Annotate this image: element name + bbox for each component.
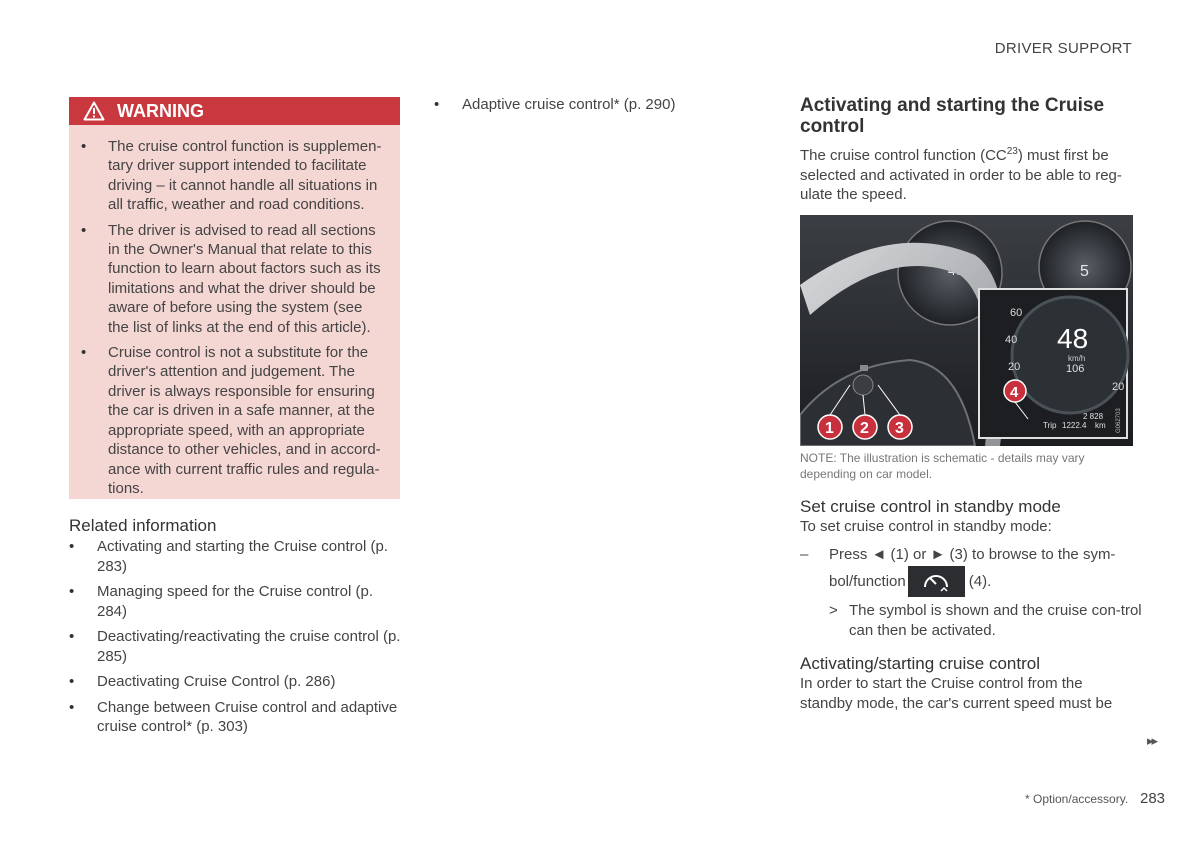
warning-box [69, 97, 400, 499]
gear-indicator: 5 [1080, 263, 1089, 280]
continue-arrow-icon[interactable]: ▸▸ [1147, 733, 1157, 748]
step-dash: – [800, 546, 809, 563]
illustration-svg [800, 215, 1133, 446]
svg-text:4: 4 [1010, 384, 1019, 401]
related-link-adaptive-cruise[interactable]: • Adaptive cruise control* (p. 290) [434, 96, 675, 113]
section-title: DRIVER SUPPORT [994, 40, 1132, 57]
trip-unit: km [1095, 421, 1106, 430]
tick-label: 20 [1008, 361, 1021, 373]
cruise-control-symbol-icon [908, 566, 965, 597]
warning-item: • The driver is advised to read all sections in the Owner's Manual that relate to this function to learn about factors such as its limitations and what the driver should be aware of before using the system (see the list of links at the end of this article). [69, 221, 386, 337]
related-link[interactable]: • Deactivating Cruise Control (p. 286) [69, 672, 404, 692]
warning-item: • Cruise control is not a substitute for the driver's attention and judgement. The driver is always responsible for ensuring the car is driven in a safe manner, at the appropriate speed, with an appropriate distance to other vehicles, and in accord-ance with current traffic rules and regula-tions. [69, 343, 386, 498]
speed-unit: km/h [1068, 354, 1086, 363]
related-link[interactable]: • Change between Cruise control and adaptive cruise control* (p. 303) [69, 698, 404, 737]
warning-triangle-icon [83, 101, 105, 121]
activating-text: In order to start the Cruise control from the standby mode, the car's current speed must be [800, 675, 1113, 712]
related-link[interactable]: • Activating and starting the Cruise control (p. 283) [69, 537, 404, 576]
svg-text:3: 3 [895, 420, 904, 437]
main-heading: Activating and starting the Cruise control [800, 95, 1105, 137]
image-code: G062703 [1116, 408, 1122, 433]
footnote: * Option/accessory. [1025, 792, 1129, 806]
standby-step: Press ◄ (1) or ► (3) to browse to the sym- [829, 546, 1116, 563]
standby-result: > The symbol is shown and the cruise con-trol can then be activated. [829, 602, 1142, 639]
sub-value: 106 [1066, 363, 1085, 375]
warning-item: • The cruise control function is supplemen-tary driver support intended to facilitate driving – it cannot handle all situations in all traffic, weather and road conditions. [69, 137, 386, 215]
warning-header [69, 97, 400, 125]
activating-heading: Activating/starting cruise control [800, 654, 1040, 673]
trip-value: 1222.4 [1062, 421, 1087, 430]
tick-label: 40 [1005, 334, 1018, 346]
related-link[interactable]: • Deactivating/reactivating the cruise control (p. 285) [69, 627, 404, 666]
trip-label: Trip [1043, 421, 1057, 430]
related-links-list [69, 537, 404, 743]
standby-text: To set cruise control in standby mode: [800, 518, 1052, 535]
warning-list [69, 125, 400, 498]
tick-label: 60 [1010, 307, 1023, 319]
svg-text:1: 1 [825, 420, 834, 437]
page-number: 283 [1140, 790, 1166, 807]
footnote-ref[interactable]: 23 [1006, 146, 1018, 157]
zoom-speed: 48 [1057, 323, 1089, 354]
tick-label: 20 [1112, 381, 1125, 393]
related-information-heading: Related information [69, 516, 217, 535]
related-link[interactable]: • Managing speed for the Cruise control (p. 284) [69, 582, 404, 621]
instrument-cluster-illustration [800, 215, 1133, 446]
warning-title: WARNING [117, 100, 204, 121]
illustration-note: NOTE: The illustration is schematic - details may vary depending on car model. [800, 451, 1085, 481]
standby-heading: Set cruise control in standby mode [800, 497, 1061, 516]
svg-text:2: 2 [860, 420, 869, 437]
standby-step-cont: bol/function (4). [829, 566, 991, 597]
odometer: 2 828 [1083, 412, 1104, 421]
intro-text: The cruise control function (CC$^{23}$) must first be selected and activated in order to be able to reg-ulate the speed. [800, 146, 1122, 203]
